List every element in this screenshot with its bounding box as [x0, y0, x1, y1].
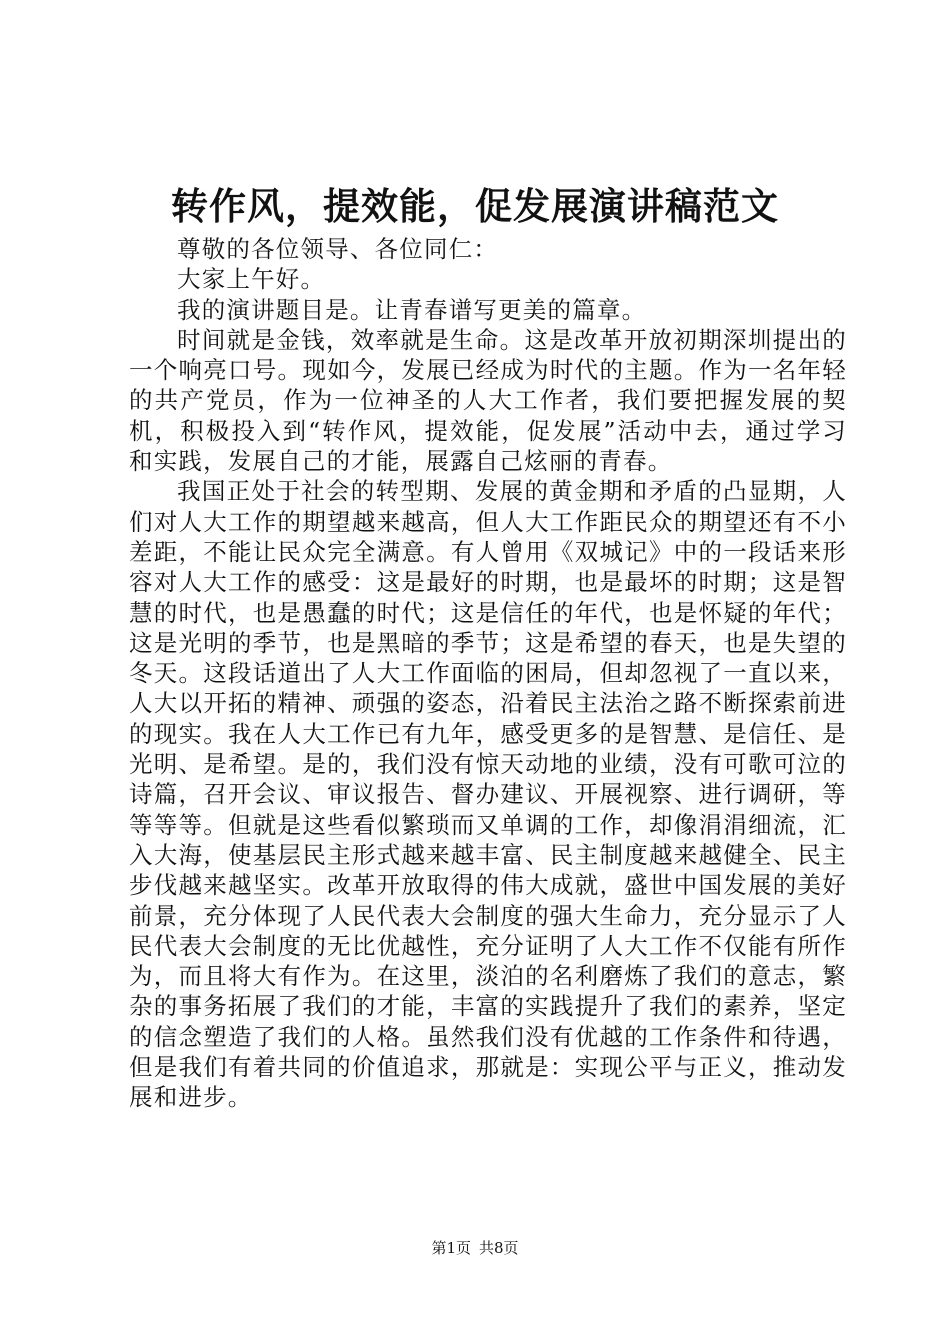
paragraph-greeting: 大家上午好。 — [177, 265, 326, 294]
paragraph-salutation: 尊敬的各位领导、各位同仁： — [177, 235, 499, 263]
page-number: 第1页 — [431, 1239, 471, 1257]
paragraph-body-1: 时间就是金钱，效率就是生命。这是改革开放初期深圳提出的一个响亮口号。现如今，发展已经成为时代的主题。作为一名年轻的共产党员，作为一位神圣的人大工作者，我们要把握发展的契机，积极投入到“转作风，提效能，促发展”活动中去，通过学习和实践，发展自己的才能，展露自己炫丽的青春。 — [129, 325, 847, 476]
document-title: 转作风，提效能，促发展演讲稿范文 — [171, 185, 779, 228]
paragraph-topic: 我的演讲题目是。让青春谱写更美的篇章。 — [177, 295, 647, 324]
page-footer — [0, 1238, 950, 1258]
paragraph-body-2: 我国正处于社会的转型期、发展的黄金期和矛盾的凸显期，人们对人大工作的期望越来越高，但人大工作距民众的期望还有不小差距，不能让民众完全满意。有人曾用《双城记》中的一段话来形容对人大工作的感受：这是最好的时期，也是最坏的时期；这是智慧的时代，也是愚蠢的时代；这是信任的年代，也是怀疑的年代；这是光明的季节，也是黑暗的季节；这是希望的春天，也是失望的冬天。这段话道出了人大工作面临的困局，但却忽视了一直以来，人大以开拓的精神、顽强的姿态，沿着民主法治之路不断探索前进的现实。我在人大工作已有九年，感受更多的是智慧、是信任、是光明、是希望。是的，我们没有惊天动地的业绩，没有可歌可泣的诗篇，召开会议、审议报告、督办建议、开展视察、进行调研，等等等等。但就是这些看似繁琐而又单调的工作，却像涓涓细流，汇入大海，使基层民主形式越来越丰富、民主制度越来越健全、民主步伐越来越坚实。改革开放取得的伟大成就，盛世中国发展的美好前景，充分体现了人民代表大会制度的强大生命力，充分显示了人民代表大会制度的无比优越性，充分证明了人大工作不仅能有所作为，而且将大有作为。在这里，淡泊的名利磨炼了我们的意志，繁杂的事务拓展了我们的才能，丰富的实践提升了我们的素养，坚定的信念塑造了我们的人格。虽然我们没有优越的工作条件和待遇，但是我们有着共同的价值追求，那就是：实现公平与正义，推动发展和进步。 — [129, 477, 847, 1112]
page-total: 共8页 — [479, 1239, 519, 1257]
document-body — [129, 234, 847, 1113]
